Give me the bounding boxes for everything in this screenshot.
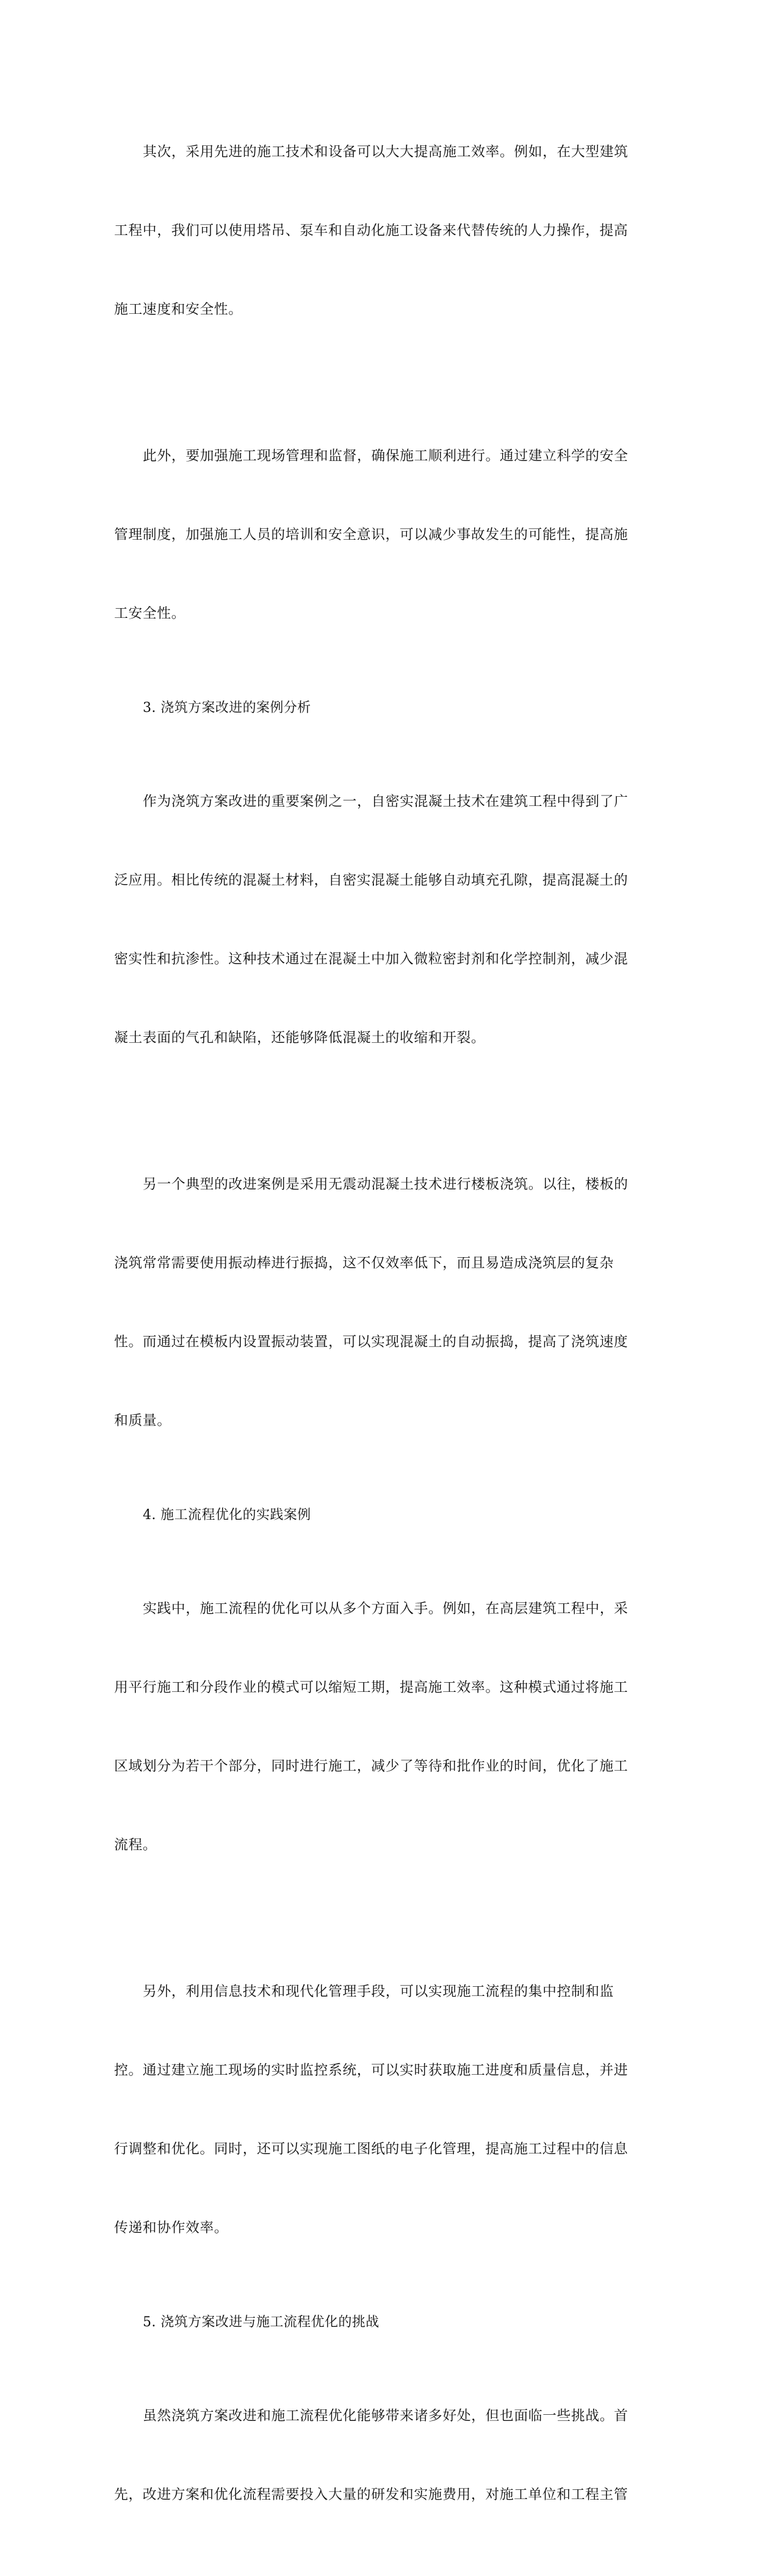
paragraph-self-compacting-concrete [114,736,663,1104]
paragraph-line: 控。通过建立施工现场的实时监控系统，可以实时获取施工进度和质量信息，并进 [114,2063,629,2078]
paragraph-line: 用平行施工和分段作业的模式可以缩短工期，提高施工效率。这种模式通过将施工 [114,1680,629,1696]
section-heading-3: 3. 浇筑方案改进的案例分析 [143,700,311,716]
paragraph-line: 此外，要加强施工现场管理和监督，确保施工顺利进行。通过建立科学的安全 [143,448,629,464]
paragraph-line: 性。而通过在模板内设置振动装置，可以实现混凝土的自动振捣，提高了浇筑速度 [114,1334,629,1350]
paragraph-line: 其次，采用先进的施工技术和设备可以大大提高施工效率。例如，在大型建筑 [143,144,629,160]
paragraph-line: 施工速度和安全性。 [114,302,243,317]
paragraph-line: 作为浇筑方案改进的重要案例之一，自密实混凝土技术在建筑工程中得到了广 [143,794,629,810]
paragraph-parallel-construction [114,1544,663,1911]
paragraph-line: 凝土表面的气孔和缺陷，还能够降低混凝土的收缩和开裂。 [114,1030,486,1046]
paragraph-line: 管理制度，加强施工人员的培训和安全意识，可以减少事故发生的可能性，提高施 [114,527,629,543]
paragraph-line: 工程中，我们可以使用塔吊、泵车和自动化施工设备来代替传统的人力操作，提高 [114,223,629,239]
paragraph-advanced-technology [114,87,663,376]
paragraph-line: 流程。 [114,1837,157,1853]
paragraph-line: 行调整和优化。同时，还可以实现施工图纸的电子化管理，提高施工过程中的信息 [114,2141,629,2157]
paragraph-line: 先，改进方案和优化流程需要投入大量的研发和实施费用，对施工单位和工程主管 [114,2487,629,2503]
paragraph-line: 另外，利用信息技术和现代化管理手段，可以实现施工流程的集中控制和监 [143,1984,614,2000]
paragraph-line: 浇筑常常需要使用振动棒进行振捣，这不仅效率低下，而且易造成浇筑层的复杂 [114,1255,614,1271]
paragraph-line: 实践中，施工流程的优化可以从多个方面入手。例如，在高层建筑工程中，采 [143,1601,629,1617]
paragraph-line: 工安全性。 [114,606,185,622]
paragraph-line: 和质量。 [114,1413,171,1429]
paragraph-information-technology [114,1926,663,2294]
paragraph-line: 虽然浇筑方案改进和施工流程优化能够带来诸多好处，但也面临一些挑战。首 [143,2408,629,2424]
document-body [114,87,663,2576]
paragraph-challenges [114,2351,663,2561]
paragraph-line: 另一个典型的改进案例是采用无震动混凝土技术进行楼板浇筑。以往，楼板的 [143,1177,629,1192]
paragraph-vibration-free-concrete [114,1119,663,1487]
section-heading-5: 5. 浇筑方案改进与施工流程优化的挑战 [143,2315,380,2330]
section-heading-4: 4. 施工流程优化的实践案例 [143,1508,311,1523]
paragraph-line: 密实性和抗渗性。这种技术通过在混凝土中加入微粒密封剂和化学控制剂，减少混 [114,951,629,967]
paragraph-site-management [114,391,663,680]
paragraph-line: 泛应用。相比传统的混凝土材料，自密实混凝土能够自动填充孔隙，提高混凝土的 [114,873,629,888]
paragraph-line: 传递和协作效率。 [114,2220,229,2236]
paragraph-line: 区域划分为若干个部分，同时进行施工，减少了等待和批作业的时间，优化了施工 [114,1758,629,1774]
